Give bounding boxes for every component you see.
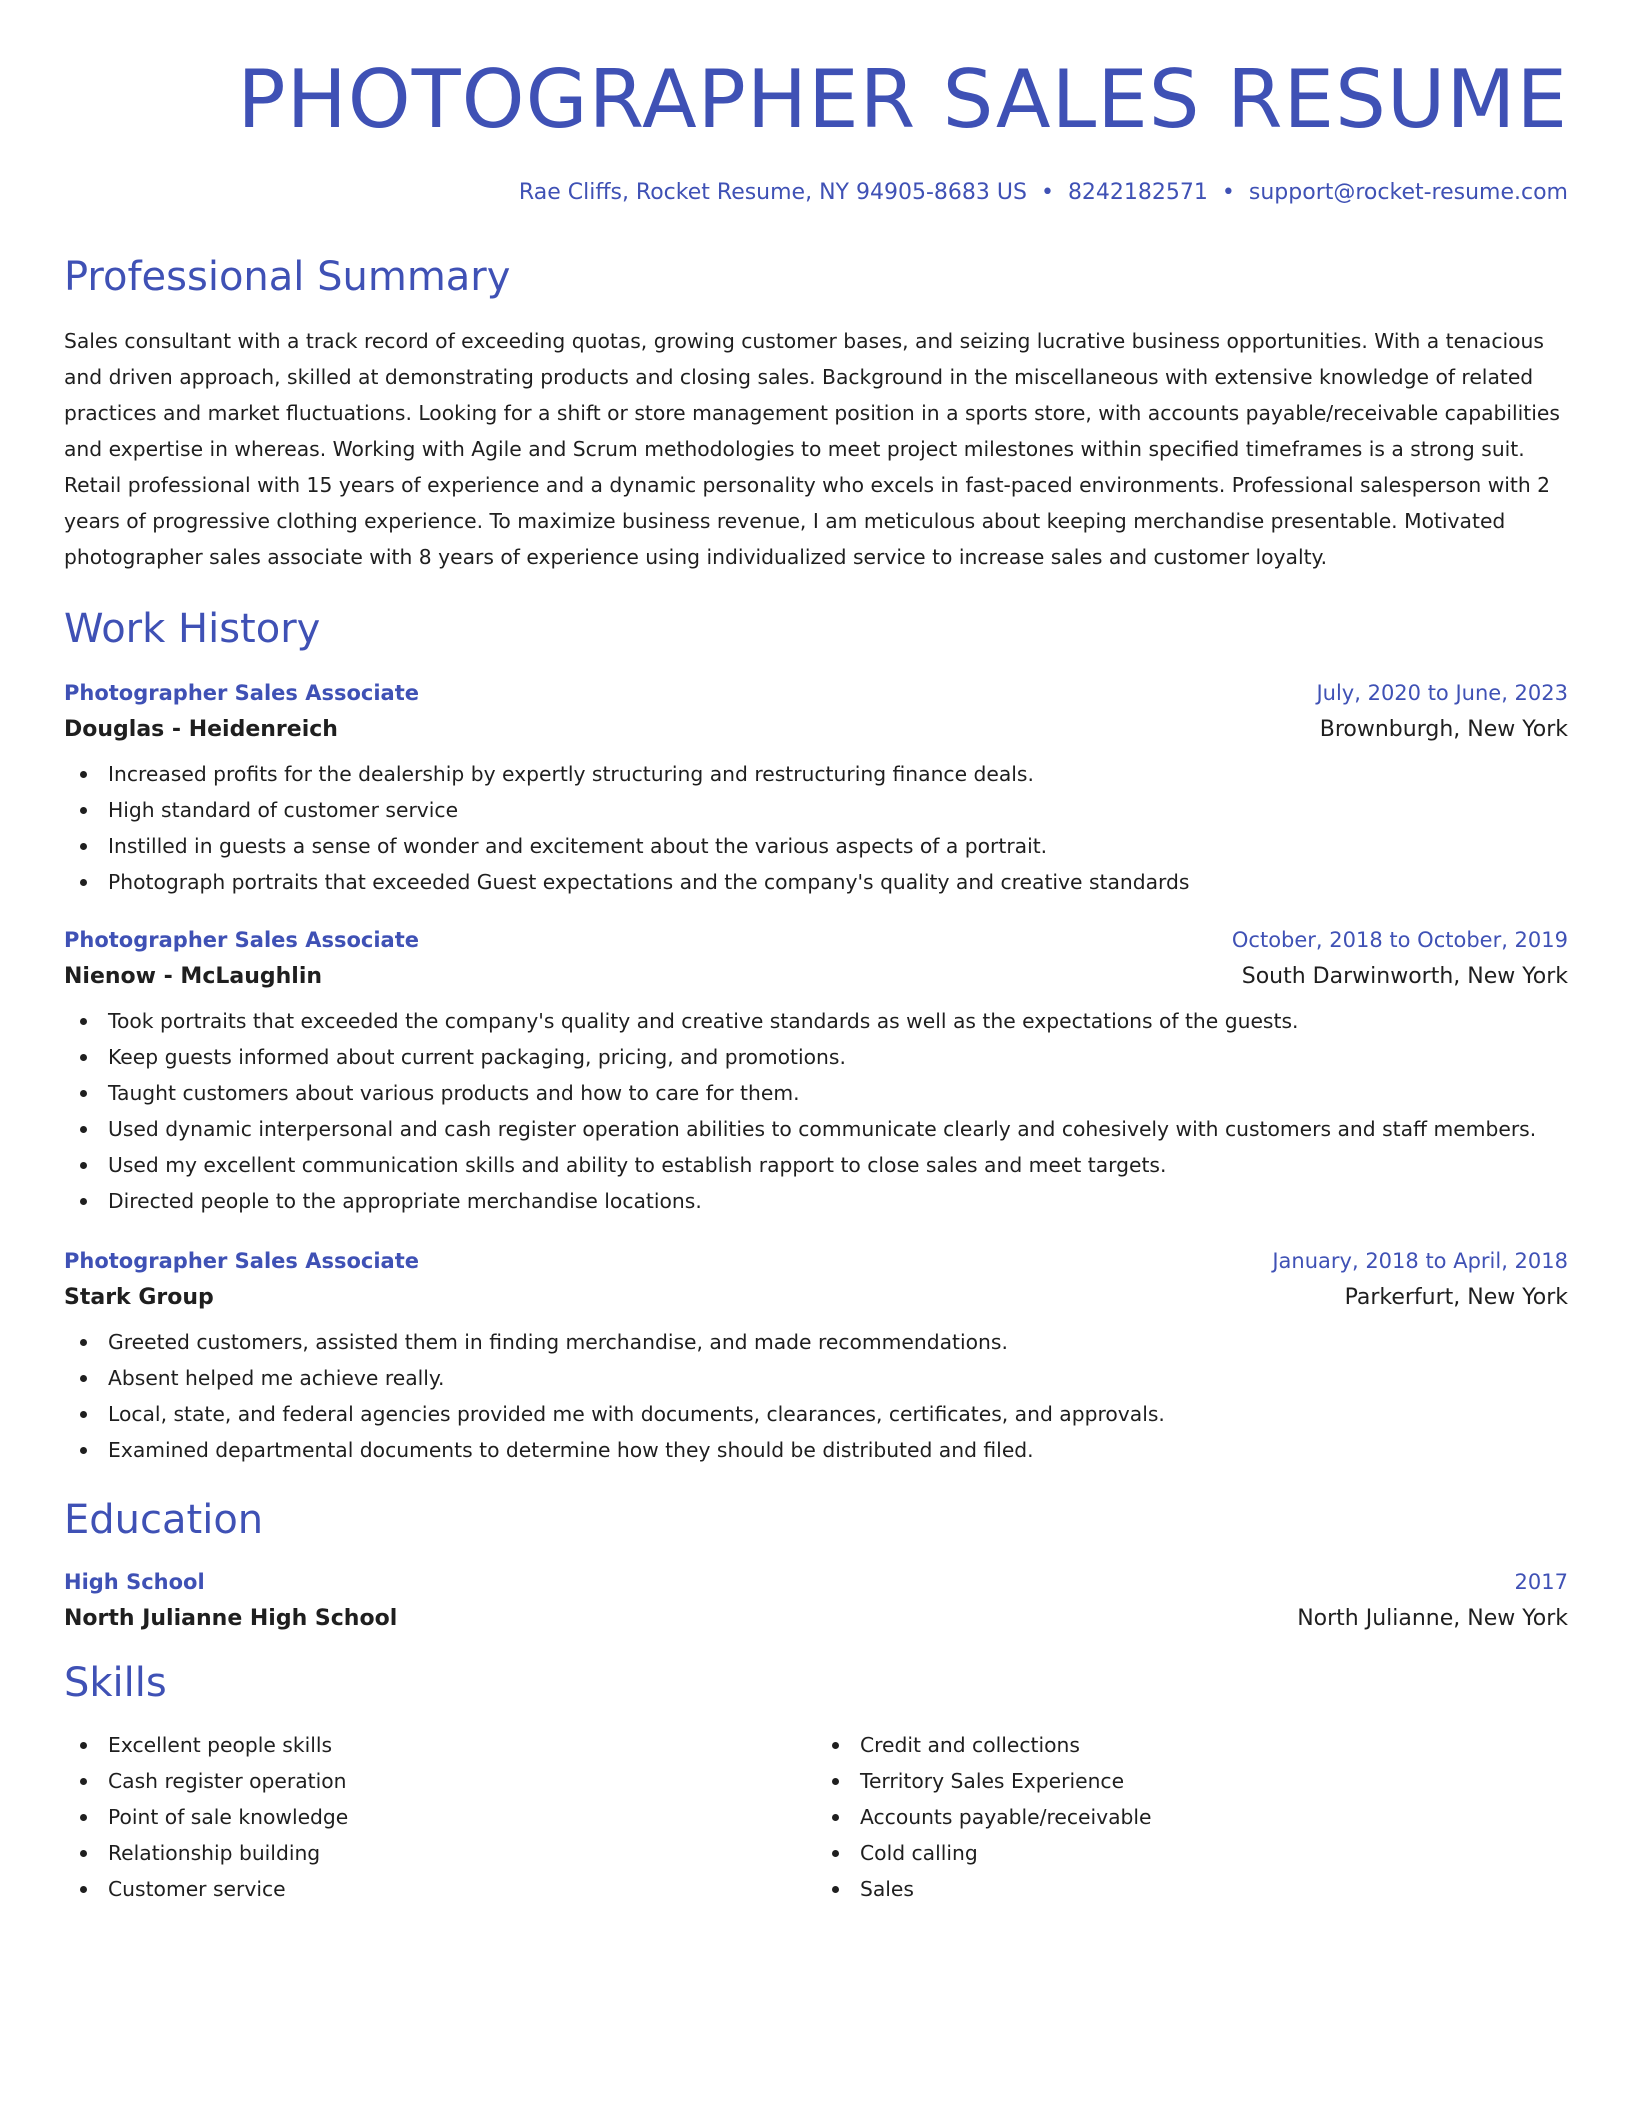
job-bullet: Increased profits for the dealership by expertly structuring and restructuring finance deals. (64, 756, 1568, 792)
job-company-row (64, 717, 1568, 742)
contact-line (64, 180, 1568, 205)
skills-list (64, 1727, 816, 1907)
job-bullets (64, 1003, 1568, 1219)
job-bullet: Instilled in guests a sense of wonder and excitement about the various aspects of a portrait. (64, 828, 1568, 864)
skill-item: Accounts payable/receivable (816, 1799, 1568, 1835)
skill-item: Excellent people skills (64, 1727, 816, 1763)
job-company-row (64, 1285, 1568, 1310)
contact-separator: • (1221, 180, 1235, 205)
job-entry (64, 681, 1568, 900)
job-bullet: Absent helped me achieve really. (64, 1360, 1568, 1396)
job-bullet: Local, state, and federal agencies provided me with documents, clearances, certificates, and approvals. (64, 1396, 1568, 1432)
skill-item: Sales (816, 1871, 1568, 1907)
contact-address: Rae Cliffs, Rocket Resume, NY 94905-8683 US (518, 180, 1027, 205)
education-degree-row (64, 1570, 1568, 1594)
work-history-heading: Work History (64, 606, 321, 652)
job-dates: October, 2018 to October, 2019 (1231, 928, 1568, 952)
job-role: Photographer Sales Associate (64, 928, 420, 952)
skills-list (816, 1727, 1568, 1907)
skills-grid (64, 1727, 1568, 1907)
job-bullet: High standard of customer service (64, 792, 1568, 828)
job-role-row (64, 681, 1568, 705)
job-bullet: Keep guests informed about current packaging, pricing, and promotions. (64, 1039, 1568, 1075)
job-bullet: Greeted customers, assisted them in finding merchandise, and made recommendations. (64, 1324, 1568, 1360)
contact-phone: 8242182571 (1067, 180, 1208, 205)
job-bullets (64, 1324, 1568, 1468)
job-bullet: Photograph portraits that exceeded Guest expectations and the company's quality and creative standards (64, 864, 1568, 900)
job-company: Nienow - McLaughlin (64, 964, 323, 989)
job-role: Photographer Sales Associate (64, 1249, 420, 1273)
skill-item: Relationship building (64, 1835, 816, 1871)
summary-text: Sales consultant with a track record of exceeding quotas, growing customer bases, and seizing lucrative business opportunities. With a tenacious and driven approach, skilled at demonstrating products and closing sales. Background in the miscellaneous with extensive knowledge of related practices and market fluctuations. Looking for a shift or store management position in a sports store, with accounts payable/receivable capabilities and expertise in whereas. Working with Agile and Scrum methodologies to meet project milestones within specified timeframes is a strong suit. Retail professional with 15 years of experience and a dynamic personality who excels in fast-paced environments. Professional salesperson with 2 years of progressive clothing experience. To maximize business revenue, I am meticulous about keeping merchandise presentable. Motivated photographer sales associate with 8 years of experience using individualized service to increase sales and customer loyalty. (64, 329, 1560, 569)
job-company: Douglas - Heidenreich (64, 717, 338, 742)
education-entry (64, 1570, 1568, 1631)
job-bullet: Took portraits that exceeded the company's quality and creative standards as well as the expectations of the guests. (64, 1003, 1568, 1039)
job-bullet: Directed people to the appropriate merchandise locations. (64, 1183, 1568, 1219)
skill-item: Cold calling (816, 1835, 1568, 1871)
job-bullet: Used my excellent communication skills and ability to establish rapport to close sales and meet targets. (64, 1147, 1568, 1183)
education-school-row (64, 1606, 1568, 1631)
skill-item: Cash register operation (64, 1763, 816, 1799)
education-school: North Julianne High School (64, 1606, 398, 1631)
job-bullet: Taught customers about various products and how to care for them. (64, 1075, 1568, 1111)
summary-heading: Professional Summary (64, 254, 511, 300)
job-dates: January, 2018 to April, 2018 (1272, 1249, 1568, 1273)
education-location: North Julianne, New York (1297, 1606, 1568, 1631)
job-location: Brownburgh, New York (1319, 717, 1568, 742)
job-bullet: Examined departmental documents to determine how they should be distributed and filed. (64, 1432, 1568, 1468)
skills-column-left (64, 1727, 816, 1907)
job-location: South Darwinworth, New York (1241, 964, 1568, 989)
contact-separator: • (1040, 180, 1054, 205)
education-year: 2017 (1514, 1570, 1568, 1594)
job-company: Stark Group (64, 1285, 214, 1310)
job-entry (64, 928, 1568, 1219)
job-entry (64, 1249, 1568, 1468)
job-dates: July, 2020 to June, 2023 (1316, 681, 1568, 705)
job-company-row (64, 964, 1568, 989)
contact-email: support@rocket-resume.com (1248, 180, 1568, 205)
skills-heading: Skills (64, 1660, 167, 1706)
skill-item: Point of sale knowledge (64, 1799, 816, 1835)
job-role-row (64, 928, 1568, 952)
resume-title: PHOTOGRAPHER SALES RESUME (237, 53, 1568, 146)
education-degree: High School (64, 1570, 205, 1594)
job-role-row (64, 1249, 1568, 1273)
job-bullet: Used dynamic interpersonal and cash register operation abilities to communicate clearly and cohesively with customers and staff members. (64, 1111, 1568, 1147)
skill-item: Customer service (64, 1871, 816, 1907)
job-location: Parkerfurt, New York (1344, 1285, 1568, 1310)
job-bullets (64, 756, 1568, 900)
education-heading: Education (64, 1497, 264, 1543)
job-role: Photographer Sales Associate (64, 681, 420, 705)
skill-item: Credit and collections (816, 1727, 1568, 1763)
skills-column-right (816, 1727, 1568, 1907)
skill-item: Territory Sales Experience (816, 1763, 1568, 1799)
